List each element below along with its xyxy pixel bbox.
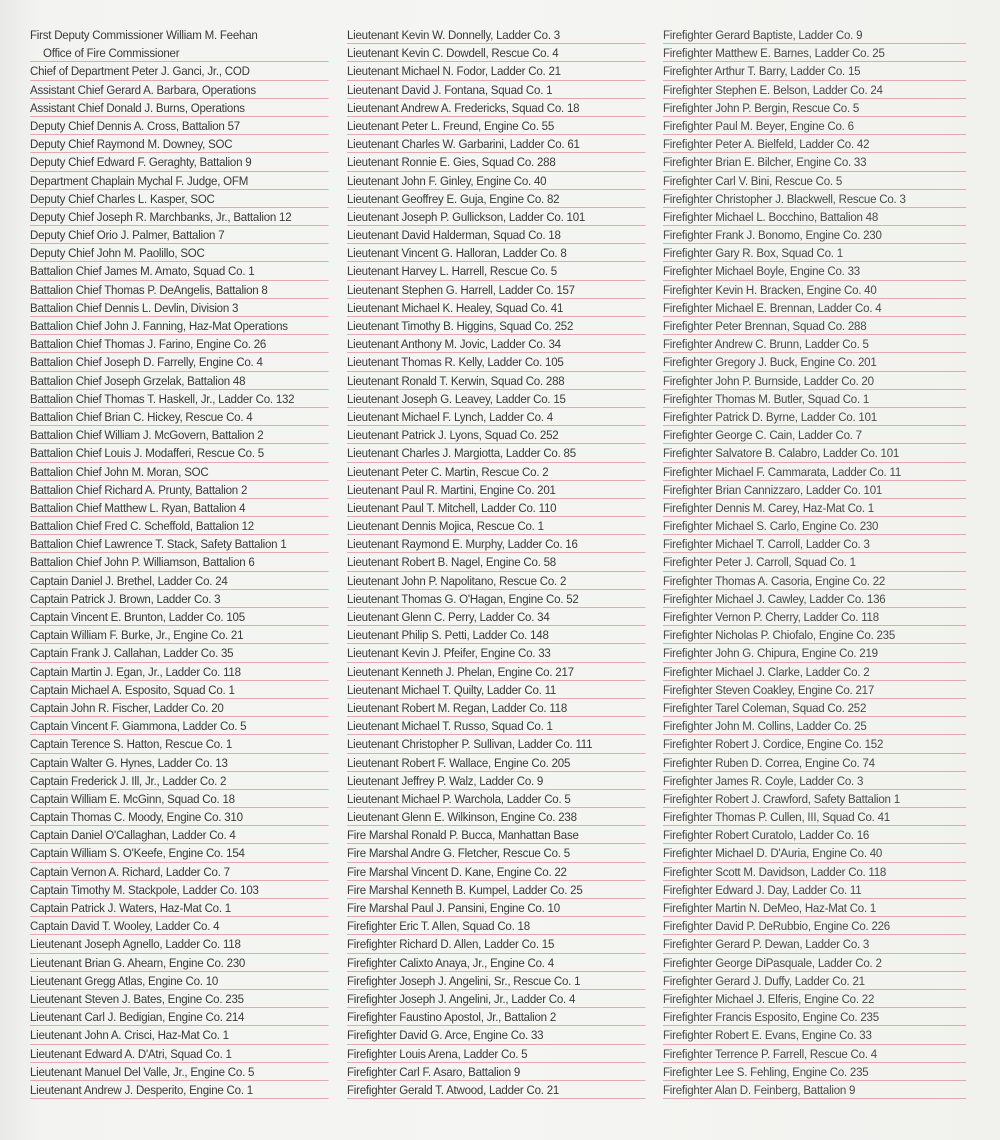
- name-entry: Lieutenant Manuel Del Valle, Jr., Engine Co. 5: [30, 1063, 329, 1081]
- name-entry: Captain Patrick J. Waters, Haz-Mat Co. 1: [30, 899, 329, 917]
- name-entry: Lieutenant Michael T. Russo, Squad Co. 1: [347, 717, 646, 735]
- name-entry: Firefighter Michael Boyle, Engine Co. 33: [663, 262, 966, 280]
- name-entry: Battalion Chief Fred C. Scheffold, Battalion 12: [30, 517, 329, 535]
- name-entry: Lieutenant Gregg Atlas, Engine Co. 10: [30, 972, 329, 990]
- name-entry: Firefighter Nicholas P. Chiofalo, Engine Co. 235: [663, 626, 966, 644]
- name-entry: Captain David T. Wooley, Ladder Co. 4: [30, 917, 329, 935]
- name-entry: Lieutenant Peter C. Martin, Rescue Co. 2: [347, 463, 646, 481]
- name-entry: Firefighter Andrew C. Brunn, Ladder Co. 5: [663, 335, 966, 353]
- name-entry: Lieutenant Michael T. Quilty, Ladder Co. 11: [347, 681, 646, 699]
- name-entry: Fire Marshal Ronald P. Bucca, Manhattan Base: [347, 826, 646, 844]
- name-entry: Lieutenant Glenn C. Perry, Ladder Co. 34: [347, 608, 646, 626]
- name-column-1: [30, 26, 330, 1099]
- name-entry: Lieutenant Harvey L. Harrell, Rescue Co. 5: [347, 262, 646, 280]
- name-entry: Firefighter Michael J. Clarke, Ladder Co. 2: [663, 663, 966, 681]
- name-entry: Firefighter Steven Coakley, Engine Co. 217: [663, 681, 966, 699]
- name-entry: Lieutenant Charles J. Margiotta, Ladder Co. 85: [347, 444, 646, 462]
- name-entry: Fire Marshal Kenneth B. Kumpel, Ladder Co. 25: [347, 881, 646, 899]
- name-entry: Lieutenant Stephen G. Harrell, Ladder Co. 157: [347, 281, 646, 299]
- name-entry: Battalion Chief Joseph D. Farrelly, Engine Co. 4: [30, 353, 329, 371]
- name-entry: Firefighter Peter J. Carroll, Squad Co. 1: [663, 553, 966, 571]
- name-entry: Firefighter Gregory J. Buck, Engine Co. 201: [663, 353, 966, 371]
- name-entry: Firefighter John P. Burnside, Ladder Co. 20: [663, 372, 966, 390]
- name-entry: Firefighter Francis Esposito, Engine Co. 235: [663, 1008, 966, 1026]
- name-entry: Battalion Chief John P. Williamson, Battalion 6: [30, 553, 329, 571]
- name-entry: Lieutenant John A. Crisci, Haz-Mat Co. 1: [30, 1026, 329, 1044]
- name-entry: Firefighter George DiPasquale, Ladder Co. 2: [663, 954, 966, 972]
- name-entry: Firefighter Matthew E. Barnes, Ladder Co. 25: [663, 44, 966, 62]
- name-entry: Lieutenant Carl J. Bedigian, Engine Co. 214: [30, 1008, 329, 1026]
- name-entry: Firefighter Robert J. Crawford, Safety Battalion 1: [663, 790, 966, 808]
- name-entry: Firefighter David P. DeRubbio, Engine Co. 226: [663, 917, 966, 935]
- name-entry: Firefighter James R. Coyle, Ladder Co. 3: [663, 772, 966, 790]
- name-entry: First Deputy Commissioner William M. Feehan: [30, 28, 258, 42]
- name-entry: Firefighter Michael L. Bocchino, Battalion 48: [663, 208, 966, 226]
- name-entry: Lieutenant Raymond E. Murphy, Ladder Co. 16: [347, 535, 646, 553]
- name-entry: Firefighter Peter A. Bielfeld, Ladder Co. 42: [663, 135, 966, 153]
- name-entry: Firefighter Joseph J. Angelini, Jr., Ladder Co. 4: [347, 990, 646, 1008]
- name-entry: Deputy Chief Joseph R. Marchbanks, Jr., Battalion 12: [30, 208, 329, 226]
- name-entry: Firefighter Brian Cannizzaro, Ladder Co. 101: [663, 481, 966, 499]
- name-entry: Lieutenant Brian G. Ahearn, Engine Co. 230: [30, 954, 329, 972]
- name-entry: Firefighter Carl F. Asaro, Battalion 9: [347, 1063, 646, 1081]
- name-entry: Firefighter Salvatore B. Calabro, Ladder Co. 101: [663, 444, 966, 462]
- name-entry: Battalion Chief John J. Fanning, Haz-Mat Operations: [30, 317, 329, 335]
- name-entry: Captain Frederick J. Ill, Jr., Ladder Co. 2: [30, 772, 329, 790]
- name-entry: Lieutenant Michael F. Lynch, Ladder Co. 4: [347, 408, 646, 426]
- name-entry: Captain Frank J. Callahan, Ladder Co. 35: [30, 644, 329, 662]
- name-entry: Lieutenant Edward A. D'Atri, Squad Co. 1: [30, 1045, 329, 1063]
- name-entry: Captain William S. O'Keefe, Engine Co. 154: [30, 844, 329, 862]
- name-entry: Lieutenant Geoffrey E. Guja, Engine Co. 82: [347, 190, 646, 208]
- name-entry: Firefighter Lee S. Fehling, Engine Co. 235: [663, 1063, 966, 1081]
- name-entry: Deputy Chief Edward F. Geraghty, Battalion 9: [30, 153, 329, 171]
- name-entry: Firefighter Alan D. Feinberg, Battalion 9: [663, 1081, 966, 1099]
- name-entry: Firefighter Gerard P. Dewan, Ladder Co. 3: [663, 935, 966, 953]
- name-entry: Fire Marshal Andre G. Fletcher, Rescue Co. 5: [347, 844, 646, 862]
- name-entry: Lieutenant Robert F. Wallace, Engine Co. 205: [347, 754, 646, 772]
- name-entry: Firefighter John G. Chipura, Engine Co. 219: [663, 644, 966, 662]
- name-entry: Deputy Chief Orio J. Palmer, Battalion 7: [30, 226, 329, 244]
- name-entry: Lieutenant Paul T. Mitchell, Ladder Co. 110: [347, 499, 646, 517]
- name-entry: Firefighter Richard D. Allen, Ladder Co. 15: [347, 935, 646, 953]
- name-entry: Lieutenant Michael N. Fodor, Ladder Co. 21: [347, 62, 646, 80]
- name-entry: Battalion Chief William J. McGovern, Battalion 2: [30, 426, 329, 444]
- name-entry: Lieutenant Kevin W. Donnelly, Ladder Co. 3: [347, 26, 646, 44]
- name-entry: Fire Marshal Paul J. Pansini, Engine Co. 10: [347, 899, 646, 917]
- name-entry: Captain Timothy M. Stackpole, Ladder Co. 103: [30, 881, 329, 899]
- name-entry: Chief of Department Peter J. Ganci, Jr., COD: [30, 62, 329, 80]
- name-entry: Captain John R. Fischer, Ladder Co. 20: [30, 699, 329, 717]
- name-entry: Deputy Chief Raymond M. Downey, SOC: [30, 135, 329, 153]
- name-entry: Deputy Chief Charles L. Kasper, SOC: [30, 190, 329, 208]
- name-entry: Lieutenant Vincent G. Halloran, Ladder Co. 8: [347, 244, 646, 262]
- name-entry: Lieutenant Philip S. Petti, Ladder Co. 148: [347, 626, 646, 644]
- name-entry: Firefighter Gerard Baptiste, Ladder Co. 9: [663, 26, 966, 44]
- name-entry: Firefighter John M. Collins, Ladder Co. 25: [663, 717, 966, 735]
- name-entry: Lieutenant Steven J. Bates, Engine Co. 235: [30, 990, 329, 1008]
- name-entry: Lieutenant John P. Napolitano, Rescue Co. 2: [347, 572, 646, 590]
- name-entry: Firefighter Dennis M. Carey, Haz-Mat Co. 1: [663, 499, 966, 517]
- name-entry: Lieutenant Anthony M. Jovic, Ladder Co. 34: [347, 335, 646, 353]
- name-entry: Firefighter Michael E. Brennan, Ladder Co. 4: [663, 299, 966, 317]
- name-entry: Captain William E. McGinn, Squad Co. 18: [30, 790, 329, 808]
- name-entry: Captain Vincent F. Giammona, Ladder Co. 5: [30, 717, 329, 735]
- name-entry: Lieutenant Paul R. Martini, Engine Co. 201: [347, 481, 646, 499]
- name-entry: Captain Vernon A. Richard, Ladder Co. 7: [30, 863, 329, 881]
- name-entry: Battalion Chief Thomas T. Haskell, Jr., Ladder Co. 132: [30, 390, 329, 408]
- name-entry: Firefighter Vernon P. Cherry, Ladder Co. 118: [663, 608, 966, 626]
- name-entry: Lieutenant Ronnie E. Gies, Squad Co. 288: [347, 153, 646, 171]
- name-entry: Firefighter Michael D. D'Auria, Engine Co. 40: [663, 844, 966, 862]
- name-entry: Firefighter Stephen E. Belson, Ladder Co. 24: [663, 81, 966, 99]
- name-entry: Lieutenant Joseph G. Leavey, Ladder Co. 15: [347, 390, 646, 408]
- name-entry: Firefighter Michael J. Cawley, Ladder Co. 136: [663, 590, 966, 608]
- name-entry: Captain Daniel J. Brethel, Ladder Co. 24: [30, 572, 329, 590]
- name-entry: Lieutenant Joseph P. Gullickson, Ladder Co. 101: [347, 208, 646, 226]
- name-column-2: [347, 26, 647, 1099]
- name-entry: Lieutenant Kevin C. Dowdell, Rescue Co. 4: [347, 44, 646, 62]
- name-entry: Lieutenant Andrew A. Fredericks, Squad Co. 18: [347, 99, 646, 117]
- name-entry: Firefighter Louis Arena, Ladder Co. 5: [347, 1045, 646, 1063]
- name-entry: Firefighter Carl V. Bini, Rescue Co. 5: [663, 172, 966, 190]
- name-entry: Firefighter Gary R. Box, Squad Co. 1: [663, 244, 966, 262]
- name-entry: Firefighter Ruben D. Correa, Engine Co. 74: [663, 754, 966, 772]
- name-entry: Battalion Chief Louis J. Modafferi, Rescue Co. 5: [30, 444, 329, 462]
- name-entry: Firefighter David G. Arce, Engine Co. 33: [347, 1026, 646, 1044]
- name-entry: Captain Terence S. Hatton, Rescue Co. 1: [30, 735, 329, 753]
- name-entry: Firefighter Robert Curatolo, Ladder Co. 16: [663, 826, 966, 844]
- name-entry: Captain Patrick J. Brown, Ladder Co. 3: [30, 590, 329, 608]
- name-entry: Lieutenant Kevin J. Pfeifer, Engine Co. 33: [347, 644, 646, 662]
- name-entry: Lieutenant Timothy B. Higgins, Squad Co. 252: [347, 317, 646, 335]
- name-entry: Lieutenant Robert M. Regan, Ladder Co. 118: [347, 699, 646, 717]
- name-entry: Lieutenant Michael K. Healey, Squad Co. 41: [347, 299, 646, 317]
- name-entry: Lieutenant Glenn E. Wilkinson, Engine Co. 238: [347, 808, 646, 826]
- name-entry: Battalion Chief Thomas J. Farino, Engine Co. 26: [30, 335, 329, 353]
- name-entry: Lieutenant Charles W. Garbarini, Ladder Co. 61: [347, 135, 646, 153]
- name-entry: Firefighter Gerald T. Atwood, Ladder Co. 21: [347, 1081, 646, 1099]
- name-entry: Office of Fire Commissioner: [30, 44, 329, 62]
- name-entry: Battalion Chief Brian C. Hickey, Rescue Co. 4: [30, 408, 329, 426]
- name-entry: Assistant Chief Donald J. Burns, Operations: [30, 99, 329, 117]
- name-entry: Firefighter Thomas M. Butler, Squad Co. 1: [663, 390, 966, 408]
- name-entry: Captain Vincent E. Brunton, Ladder Co. 105: [30, 608, 329, 626]
- name-entry: Lieutenant Jeffrey P. Walz, Ladder Co. 9: [347, 772, 646, 790]
- name-entry: Captain William F. Burke, Jr., Engine Co. 21: [30, 626, 329, 644]
- name-entry: Battalion Chief Joseph Grzelak, Battalion 48: [30, 372, 329, 390]
- name-entry: Assistant Chief Gerard A. Barbara, Operations: [30, 81, 329, 99]
- name-entry: Firefighter Calixto Anaya, Jr., Engine Co. 4: [347, 954, 646, 972]
- name-entry: Firefighter Thomas P. Cullen, III, Squad Co. 41: [663, 808, 966, 826]
- name-entry: Lieutenant Thomas G. O'Hagan, Engine Co. 52: [347, 590, 646, 608]
- name-entry: Lieutenant Dennis Mojica, Rescue Co. 1: [347, 517, 646, 535]
- name-entry: Firefighter Peter Brennan, Squad Co. 288: [663, 317, 966, 335]
- name-entry: Firefighter Michael T. Carroll, Ladder Co. 3: [663, 535, 966, 553]
- name-entry: Firefighter Patrick D. Byrne, Ladder Co. 101: [663, 408, 966, 426]
- name-entry: Firefighter Gerard J. Duffy, Ladder Co. 21: [663, 972, 966, 990]
- name-entry: Battalion Chief Lawrence T. Stack, Safety Battalion 1: [30, 535, 329, 553]
- name-entry: Captain Martin J. Egan, Jr., Ladder Co. 118: [30, 663, 329, 681]
- name-entry: Captain Daniel O'Callaghan, Ladder Co. 4: [30, 826, 329, 844]
- name-entry: Battalion Chief James M. Amato, Squad Co. 1: [30, 262, 329, 280]
- name-entry: Deputy Chief John M. Paolillo, SOC: [30, 244, 329, 262]
- name-entry: Firefighter Eric T. Allen, Squad Co. 18: [347, 917, 646, 935]
- name-entry: Firefighter Edward J. Day, Ladder Co. 11: [663, 881, 966, 899]
- name-entry: Battalion Chief John M. Moran, SOC: [30, 463, 329, 481]
- name-entry: Firefighter John P. Bergin, Rescue Co. 5: [663, 99, 966, 117]
- name-entry: Fire Marshal Vincent D. Kane, Engine Co. 22: [347, 863, 646, 881]
- name-entry: Lieutenant David J. Fontana, Squad Co. 1: [347, 81, 646, 99]
- name-entry: Lieutenant Peter L. Freund, Engine Co. 55: [347, 117, 646, 135]
- name-entry: Lieutenant Kenneth J. Phelan, Engine Co. 217: [347, 663, 646, 681]
- name-entry: Firefighter Kevin H. Bracken, Engine Co. 40: [663, 281, 966, 299]
- name-entry: Lieutenant Joseph Agnello, Ladder Co. 118: [30, 935, 329, 953]
- name-entry: Firefighter Michael J. Elferis, Engine Co. 22: [663, 990, 966, 1008]
- name-entry: Firefighter Paul M. Beyer, Engine Co. 6: [663, 117, 966, 135]
- name-entry: Firefighter Michael F. Cammarata, Ladder Co. 11: [663, 463, 966, 481]
- name-entry: Battalion Chief Matthew L. Ryan, Battalion 4: [30, 499, 329, 517]
- name-entry: Firefighter George C. Cain, Ladder Co. 7: [663, 426, 966, 444]
- name-entry: Firefighter Michael S. Carlo, Engine Co. 230: [663, 517, 966, 535]
- name-entry: Captain Walter G. Hynes, Ladder Co. 13: [30, 754, 329, 772]
- name-entry: Firefighter Thomas A. Casoria, Engine Co. 22: [663, 572, 966, 590]
- name-entry: Firefighter Martin N. DeMeo, Haz-Mat Co. 1: [663, 899, 966, 917]
- name-entry: Firefighter Robert E. Evans, Engine Co. 33: [663, 1026, 966, 1044]
- name-entry: Battalion Chief Richard A. Prunty, Battalion 2: [30, 481, 329, 499]
- name-entry: Lieutenant Thomas R. Kelly, Ladder Co. 105: [347, 353, 646, 371]
- name-entry: Captain Michael A. Esposito, Squad Co. 1: [30, 681, 329, 699]
- name-entry: Captain Thomas C. Moody, Engine Co. 310: [30, 808, 329, 826]
- name-entry: Firefighter Brian E. Bilcher, Engine Co. 33: [663, 153, 966, 171]
- name-entry: Department Chaplain Mychal F. Judge, OFM: [30, 172, 329, 190]
- name-entry: Firefighter Terrence P. Farrell, Rescue Co. 4: [663, 1045, 966, 1063]
- name-entry: Lieutenant Patrick J. Lyons, Squad Co. 252: [347, 426, 646, 444]
- name-entry: Lieutenant Michael P. Warchola, Ladder Co. 5: [347, 790, 646, 808]
- name-entry: Firefighter Tarel Coleman, Squad Co. 252: [663, 699, 966, 717]
- name-entry: Firefighter Faustino Apostol, Jr., Battalion 2: [347, 1008, 646, 1026]
- name-entry: Deputy Chief Dennis A. Cross, Battalion 57: [30, 117, 329, 135]
- name-entry: Battalion Chief Dennis L. Devlin, Division 3: [30, 299, 329, 317]
- name-entry: Firefighter Joseph J. Angelini, Sr., Rescue Co. 1: [347, 972, 646, 990]
- name-entry: Firefighter Frank J. Bonomo, Engine Co. 230: [663, 226, 966, 244]
- name-entry: Lieutenant David Halderman, Squad Co. 18: [347, 226, 646, 244]
- name-entry: Lieutenant Christopher P. Sullivan, Ladder Co. 111: [347, 735, 646, 753]
- name-entry: Battalion Chief Thomas P. DeAngelis, Battalion 8: [30, 281, 329, 299]
- name-entry: Firefighter Arthur T. Barry, Ladder Co. 15: [663, 62, 966, 80]
- name-entry: Firefighter Scott M. Davidson, Ladder Co. 118: [663, 863, 966, 881]
- name-entry: Firefighter Christopher J. Blackwell, Rescue Co. 3: [663, 190, 966, 208]
- name-entry: Lieutenant Robert B. Nagel, Engine Co. 58: [347, 553, 646, 571]
- name-entry: Lieutenant Andrew J. Desperito, Engine Co. 1: [30, 1081, 329, 1099]
- name-entry: Firefighter Robert J. Cordice, Engine Co. 152: [663, 735, 966, 753]
- name-entry: Lieutenant John F. Ginley, Engine Co. 40: [347, 172, 646, 190]
- name-column-3: [663, 26, 968, 1099]
- name-entry: Lieutenant Ronald T. Kerwin, Squad Co. 288: [347, 372, 646, 390]
